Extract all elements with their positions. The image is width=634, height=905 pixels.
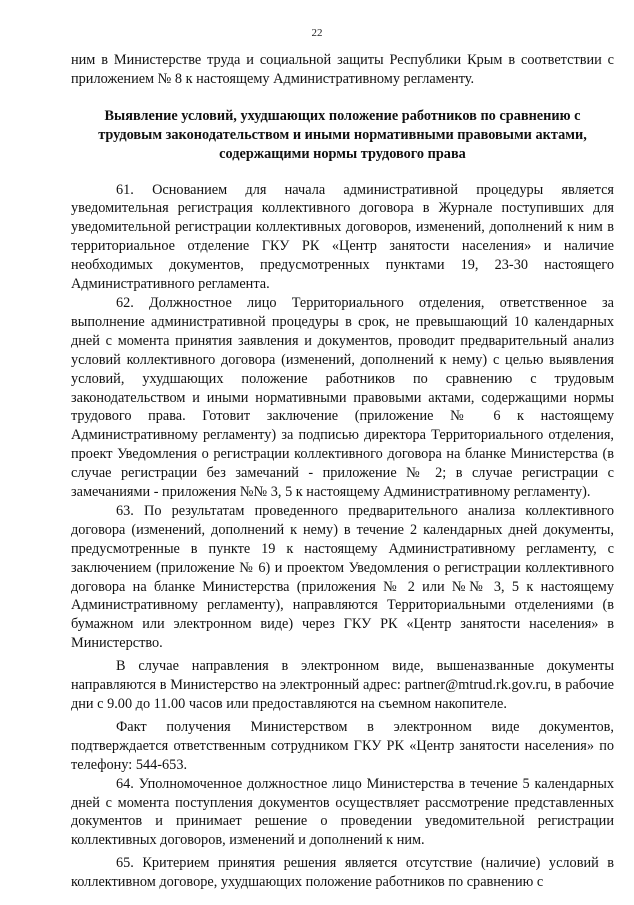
paragraph-61: 61. Основанием для начала административной процедуры является уведомительная регистрация коллективного договора в Журнале поступивших для уведомительной регистрации коллективных договоров, изменений, дополнений к ним в территориальное отделение ГКУ РК «Центр занятости населения» и наличие необходимых документов, предусмотренных пунктами 19, 23-30 настоящего Административного регламента.: [71, 181, 614, 293]
paragraph-62: 62. Должностное лицо Территориального отделения, ответственное за выполнение административной процедуры в срок, не превышающий 10 календарных дней с момента принятия заявления и документов, проводит предварительный анализ условий коллективного договора (изменений, дополнений к нему) с целью выявления условий, ухудшающих положение работников по сравнению с трудовым законодательством и иными нормативными правовыми актами, содержащими нормы трудового права. Готовит заключение (приложение № 6 к настоящему Административному регламенту) за подписью директора Территориального отделения, проект Уведомления о регистрации коллективного договора на бланке Министерства (в случае регистрации без замечаний - приложение № 2; в случае регистрации с замечаниями - приложения №№ 3, 5 к настоящему Административному регламенту).: [71, 294, 614, 501]
section-heading: Выявление условий, ухудшающих положение работников по сравнению с трудовым законодательством и иными нормативными правовыми актами, содержащими нормы трудового права: [98, 107, 587, 162]
page-body: [71, 51, 614, 892]
page-number: 22: [311, 27, 323, 39]
paragraph-64: 64. Уполномоченное должностное лицо Министерства в течение 5 календарных дней с момента поступления документов осуществляет рассмотрение представленных документов и принимает решение о проведении уведомительной регистрации коллективных договоров, изменений и дополнений к ним.: [71, 775, 614, 849]
paragraph-63: 63. По результатам проведенного предварительного анализа коллективного договора (изменений, дополнений к нему) в течение 2 календарных дней документы, предусмотренные в пункте 19 к настоящему Административному регламенту, с заключением (приложение № 6) и проектом Уведомления о регистрации коллективного договора на бланке Министерства (приложения № 2 или №№ 3, 5 к настоящему Административному регламенту), направляются Территориальными отделениями (в бумажном или электронном виде) через ГКУ РК «Центр занятости населения» в Министерство.: [71, 502, 614, 652]
paragraph-electronic-submission: В случае направления в электронном виде, вышеназванные документы направляются в Министерство на электронный адрес: partner@mtrud.rk.gov.ru, в рабочие дни с 9.00 до 11.00 часов или предоставляются на съемном накопителе.: [71, 658, 614, 712]
paragraph-65: 65. Критерием принятия решения является отсутствие (наличие) условий в коллективном договоре, ухудшающих положение работников по сравнению с: [71, 855, 614, 891]
paragraph-receipt-confirmation: Факт получения Министерством в электронном виде документов, подтверждается ответственным сотрудником ГКУ РК «Центр занятости населения» по телефону: 544-653.: [71, 718, 614, 773]
intro-paragraph: ним в Министерстве труда и социальной защиты Республики Крым в соответствии с приложением № 8 к настоящему Административному регламенту.: [71, 52, 614, 87]
